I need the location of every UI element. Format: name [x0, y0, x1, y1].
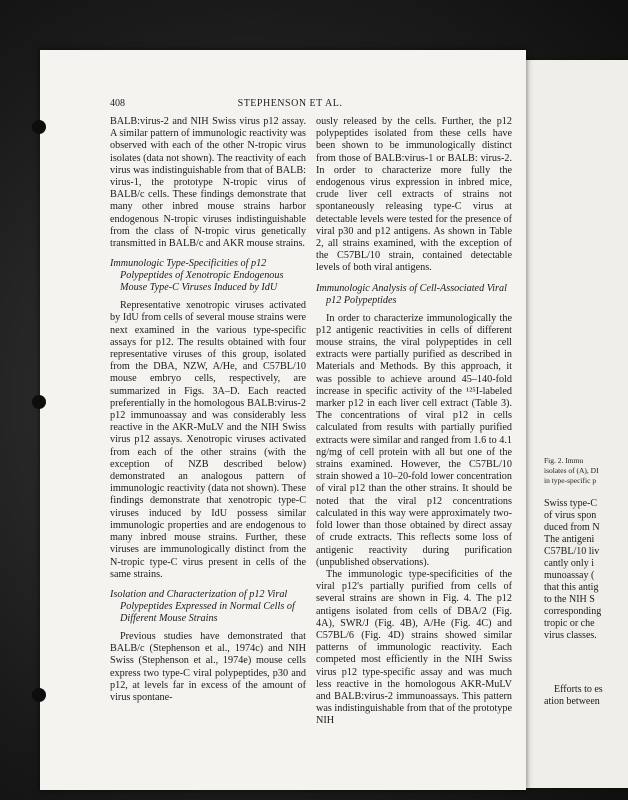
section-heading: Immunologic Analysis of Cell-Associated Viral p12 Polypeptides — [316, 282, 507, 306]
running-head-authors: STEPHENSON ET AL. — [237, 98, 343, 109]
section-heading: Immunologic Type-Specificities of p12 Polypeptides of Xenotropic Endogenous Mouse Type-C Viruses Induced by IdU — [110, 258, 284, 294]
paragraph: Previous studies have demonstrated that BALB/c (Stephenson et al., 1974c) and NIH Swiss (Stephenson et al., 1974e) mouse cells express two type-C viral polypeptides, p30 and p12, at levels far in excess of the amount of virus spontane- — [110, 630, 306, 703]
text-line: ation between — [544, 696, 600, 707]
text-line: that this antig — [544, 582, 599, 593]
facing-page — [518, 60, 628, 788]
left-column — [110, 116, 306, 704]
figure-caption-line: isolates of (A), DI — [544, 466, 599, 475]
section-heading: Isolation and Characterization of p12 Viral Polypeptides Expressed in Normal Cells of Different Mouse Strains — [110, 588, 295, 624]
right-column — [316, 116, 512, 728]
binder-hole — [32, 395, 46, 409]
text-line: to the NIH S — [544, 594, 595, 605]
paragraph: In order to characterize immunologically the p12 antigenic reactivities in cells of different mouse strains, the viral polypeptides in cell extracts were partially purified as described in Materials and Methods. By this approach, it was possible to achieve around 45–140-fold increase in specific activity of the ¹²⁵I-labeled marker p12 in each liver cell extract (Table 3). The concentrations of viral p12 in cells calculated from results with partially purified extracts were similar and ranged from 1.6 to 4.1 ng/mg of cell protein with all but one of the strains examined. However, the C57BL/10 strain showed a 10–20-fold lower concentration of viral p12 than the other strains. It should be noted that the viral p12 concentrations calculated in this way were approximately two-fold lower than those obtained by direct assay of crude extracts. This reflects some loss of antigenic reactivity during purification (unpublished observations). — [316, 312, 512, 568]
text-line: corresponding — [544, 606, 602, 617]
page-number: 408 — [110, 98, 125, 109]
text-line: C57BL/10 liv — [544, 546, 600, 557]
paragraph: Representative xenotropic viruses activated by IdU from cells of several mouse strains were next examined in the various type-specific assays for p12. The results obtained with four representative viruses of this group, isolated from the DBA, NZW, A/He, and C57BL/10 mouse embryo cells, respectively, are summarized in Figs. 3A–D. Each reacted preferentially in the homologous BALB:virus-2 p12 immunoassay and was considerably less reactive in the AKR-MuLV and the NIH Swiss virus p12 assays. Xenotropic viruses activated from each of the other strains (with the exception of NZB described below) demonstrated an analogous pattern of immunologic reactivity (data not shown). These findings demonstrate that xenotropic type-C viruses induced by IdU possess similar immunologic properties and are endogenous to many inbred mouse strains. Further, these viruses are immunologically distinct from the N-tropic type-C virus present in cells of the same strains. — [110, 300, 306, 580]
text-line: virus classes. — [544, 630, 597, 641]
paragraph: ously released by the cells. Further, the p12 polypeptides isolated from these cells have been shown to be immunologically distinct from those of BALB:virus-1 or BALB: virus-2. In order to characterize more fully the endogenous virus expression in inbred mice, crude liver cell extracts of strains not spontaneously releasing type-C virus at detectable levels were tested for the presence of viral p30 and p12 antigens. As shown in Table 2, all strains examined, with the exception of the C57BL/10 strain, contained detectable levels of both viral antigens. — [316, 116, 512, 274]
running-header — [80, 98, 500, 112]
binder-hole — [32, 688, 46, 702]
text-line: Efforts to es — [554, 684, 603, 695]
paragraph: The immunologic type-specificities of the viral p12's partially purified from cells of several strains are shown in Fig. 4. The p12 antigens isolated from cells of DBA/2 (Fig. 4A), SWR/J (Fig. 4B), A/He (Fig. 4C) and C57BL/6 (Fig. 4D) strains showed similar patterns of immunologic reactivity. Each competed most efficiently in the NIH Swiss virus p12 type-specific assay and was much less reactive in the homologous AKR-MuLV and BALB:virus-2 immunoassays. This pattern was indistinguishable from that of the prototype NIH — [316, 568, 512, 727]
text-line: cantly only i — [544, 558, 594, 569]
text-line: The antigeni — [544, 534, 595, 545]
binder-hole — [32, 120, 46, 134]
paragraph: BALB:virus-2 and NIH Swiss virus p12 assay. A similar pattern of immunologic reactivity was observed with each of the other N-tropic virus isolates (data not shown). The reactivity of each virus was indistinguishable from that of BALB: virus-1, the prototype N-tropic virus of BALB/c cells. These findings demonstrate that many other inbred mouse strains harbor endogenous N-tropic viruses indistinguishable from the class of N-tropic virus genetically transmitted in BALB/c and AKR mouse strains. — [110, 116, 306, 250]
text-line: duced from N — [544, 522, 600, 533]
text-line: tropic or che — [544, 618, 595, 629]
figure-caption-line: in type-specific p — [544, 476, 597, 485]
text-line: Swiss type-C — [544, 498, 598, 509]
figure-caption-line: Fig. 2. Immu — [544, 456, 584, 465]
text-line: munoassay ( — [544, 570, 595, 581]
text-line: of virus spon — [544, 510, 597, 521]
